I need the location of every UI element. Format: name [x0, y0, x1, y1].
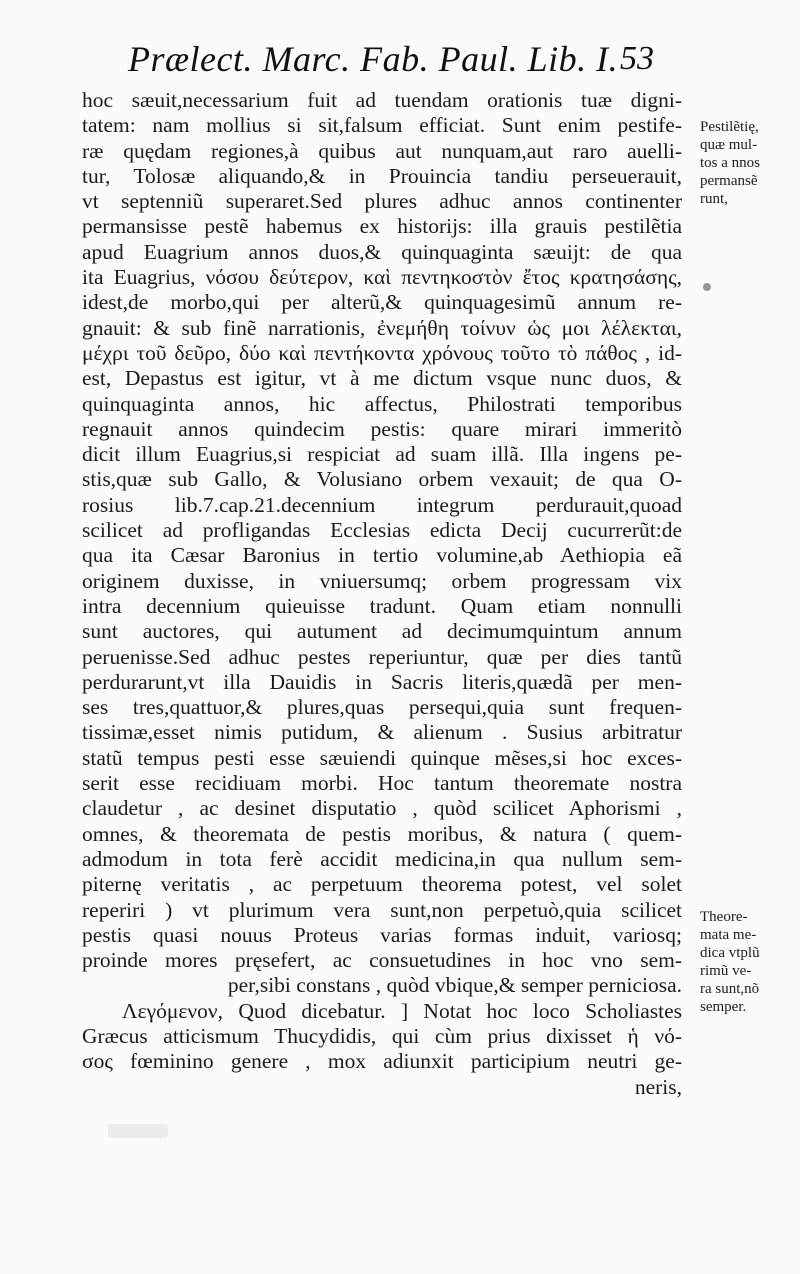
- text-line: permansisse pestẽ habemus ex historijs: illa grauis pestilẽtia: [82, 214, 682, 239]
- text-line: proinde mores pręsefert, ac consuetudines in hoc vno sem-: [82, 948, 682, 973]
- margin-note-line: semper.: [700, 999, 747, 1015]
- margin-note-line: runt,: [700, 191, 728, 207]
- text-line: originem duxisse, in vniuersumq; orbem progressam vix: [82, 568, 682, 593]
- text-line: omnes, & theoremata de pestis moribus, & natura ( quem-: [82, 821, 682, 846]
- text-line: dicit illum Euagrius,si respiciat ad suam illã. Illa ingens pe-: [82, 442, 682, 467]
- text-line: perdurarunt,vt illa Dauidis in Sacris literis,quædã per men-: [82, 669, 682, 694]
- text-line: reperiri ) vt plurimum vera sunt,non perpetuò,quia scilicet: [82, 897, 682, 922]
- text-line: quinquaginta annos, hic affectus, Philostrati temporibus: [82, 391, 682, 416]
- text-line: Λεγόμενον, Quod dicebatur. ] Notat hoc loco Scholiastes: [122, 998, 682, 1023]
- text-line: intra decennium quieuisse tradunt. Quam etiam nonnulli: [82, 593, 682, 618]
- text-line: tatem: nam mollius si sit,falsum efficiat. Sunt enim pestife-: [82, 113, 682, 138]
- text-line: rosius lib.7.cap.21.decennium integrum perdurauit,quoad: [82, 492, 682, 517]
- text-line: Græcus atticismum Thucydidis, qui cùm prius dixisset ἡ νό-: [82, 1023, 682, 1048]
- margin-note-line: rimũ ve-: [700, 963, 752, 979]
- text-line: est, Depastus est igitur, vt à me dictum vsque nunc duos, &: [82, 366, 682, 391]
- margin-note-pestilence: [700, 118, 796, 208]
- margin-note-line: dica vtplũ: [700, 945, 760, 961]
- text-line: admodum in tota ferè accidit medicina,in qua nullum sem-: [82, 846, 682, 871]
- text-line: μέχρι τοῦ δεῦρο, δύο καὶ πεντήκοντα χρόνους τοῦτο τὸ πάθος , id-: [82, 340, 682, 365]
- margin-note-line: ra sunt,nõ: [700, 981, 760, 997]
- text-line: regnauit annos quindecim pestis: quare mirari immeritò: [82, 416, 682, 441]
- margin-note-line: quæ mul-: [700, 137, 758, 153]
- margin-note-line: permansẽ: [700, 173, 758, 189]
- text-line: qua ita Cæsar Baronius in tertio volumine,ab Aethiopia eã: [82, 543, 682, 568]
- text-line: serit esse recidiuam morbi. Hoc tantum theoremate nostra: [82, 771, 682, 796]
- text-line: ita Euagrius, νόσου δεύτερον, καὶ πεντηκοστὸν ἔτος κρατησάσης,: [82, 265, 682, 290]
- body-text: [82, 88, 682, 1100]
- ink-spot: [703, 283, 711, 291]
- text-line: sunt auctores, qui autument ad decimumquintum annum: [82, 619, 682, 644]
- running-head: [128, 38, 668, 88]
- margin-note-line: mata me-: [700, 927, 757, 943]
- text-line: peruenisse.Sed adhuc pestes reperiuntur, quæ per dies tantũ: [82, 644, 682, 669]
- text-line: ses tres,quattuor,& plures,quas persequi,quia sunt frequen-: [82, 695, 682, 720]
- text-line: tissimæ,esset nimis putidum, & alienum . Susius arbitratur: [82, 720, 682, 745]
- margin-note-line: Theore-: [700, 909, 748, 925]
- text-line: σος fœminino genere , mox adiunxit participium neutri ge-: [82, 1049, 682, 1074]
- margin-note-line: Pestilẽtię,: [700, 119, 759, 135]
- show-through-mark: [108, 1124, 168, 1138]
- text-line: apud Euagrium annos duos,& quinquaginta sæuijt: de qua: [82, 239, 682, 264]
- running-title: Prælect. Marc. Fab. Paul. Lib. I.: [128, 39, 619, 79]
- text-line: pestis quasi nouus Proteus varias formas induit, variosq;: [82, 922, 682, 947]
- margin-note-line: tos a nnos: [700, 155, 760, 171]
- text-line: vt septenniũ superaret.Sed plures adhuc annos continenter: [82, 189, 682, 214]
- text-line: claudetur , ac desinet disputatio , quòd scilicet Aphorismi ,: [82, 796, 682, 821]
- text-line: idest,de morbo,qui per alterũ,& quinquagesimũ annum re-: [82, 290, 682, 315]
- text-line: piternę veritatis , ac perpetuum theorema potest, vel solet: [82, 872, 682, 897]
- text-line: stis,quæ sub Gallo, & Volusiano orbem vexauit; de qua O-: [82, 467, 682, 492]
- text-line: ræ quędam regiones,à quibus aut nunquam,aut raro auelli-: [82, 138, 682, 163]
- text-line: scilicet ad profligandas Ecclesias edicta Decij cucurrerũt:de: [82, 518, 682, 543]
- text-line: neris,: [634, 1074, 682, 1099]
- text-line: gnauit: & sub finẽ narrationis, ἐνεμήθη τοίνυν ὡς μοι λέλεκται,: [82, 315, 682, 340]
- text-line: hoc sæuit,necessarium fuit ad tuendam orationis tuæ digni-: [82, 88, 682, 112]
- text-line: per,sibi constans , quòd vbique,& semper perniciosa.: [227, 973, 682, 998]
- text-line: statũ tempus pesti esse sæuiendi quinque mẽses,si hoc exces-: [82, 745, 682, 770]
- text-line: tur, Tolosæ aliquando,& in Prouincia tandiu perseuerauit,: [82, 163, 682, 188]
- margin-note-theoremata: [700, 908, 796, 1016]
- page-number: 53: [620, 40, 654, 77]
